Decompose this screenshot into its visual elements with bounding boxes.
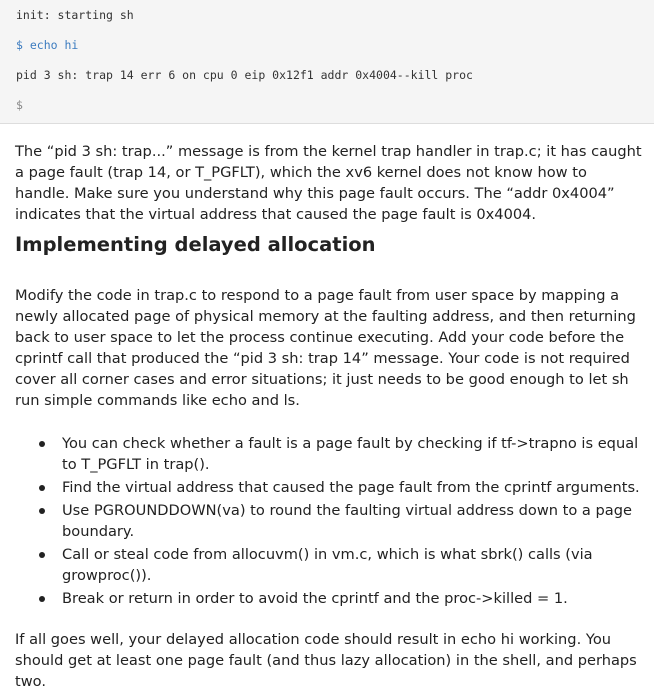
outro-paragraph: If all goes well, your delayed allocation code should result in echo hi working. You should get at least one page fault (and thus lazy allocation) in the shell, and perhaps two. — [15, 631, 637, 690]
hint-text: Use PGROUNDDOWN(va) to round the faulting virtual address down to a page boundary. — [62, 502, 632, 540]
bullet-icon — [39, 596, 45, 602]
list-item — [62, 433, 644, 475]
hint-text: Find the virtual address that caused the page fault from the cprintf arguments. — [62, 479, 640, 496]
bullet-icon — [39, 485, 45, 491]
bullet-icon — [39, 441, 45, 447]
list-item — [62, 477, 644, 498]
bullet-icon — [39, 552, 45, 558]
hints-list — [15, 433, 644, 609]
list-item — [62, 588, 644, 609]
article-body — [0, 141, 654, 692]
terminal-output-block — [0, 0, 654, 124]
terminal-line-command: $ echo hi — [16, 38, 79, 52]
list-item — [62, 544, 644, 586]
terminal-line-init: init: starting sh — [16, 8, 134, 22]
terminal-line-prompt: $ — [16, 98, 23, 112]
task-paragraph: Modify the code in trap.c to respond to a page fault from user space by mapping a newly allocated page of physical memory at the faulting address, and then returning back to user space to let the process continue executing. Add your code before the cprintf call that produced the “pid 3 sh: trap 14” message. Your code is not required cover all corner cases and error situations; it just needs to be good enough to let sh run simple commands like echo and ls. — [15, 287, 636, 409]
hint-text: Call or steal code from allocuvm() in vm.c, which is what sbrk() calls (via growproc()). — [62, 546, 593, 584]
intro-paragraph: The “pid 3 sh: trap...” message is from the kernel trap handler in trap.c; it has caught a page fault (trap 14, or T_PGFLT), which the xv6 kernel does not know how to handle. Make sure you understand why this page fault occurs. The “addr 0x4004” indicates that the virtual address that caused the page fault is 0x4004. — [15, 143, 642, 223]
bullet-icon — [39, 508, 45, 514]
hint-text: You can check whether a fault is a page fault by checking if tf->trapno is equal to T_PGFLT in trap(). — [62, 435, 639, 473]
section-heading: Implementing delayed allocation — [15, 233, 376, 256]
terminal-line-trap-message: pid 3 sh: trap 14 err 6 on cpu 0 eip 0x12f1 addr 0x4004--kill proc — [16, 68, 473, 82]
list-item — [62, 500, 644, 542]
hint-text: Break or return in order to avoid the cprintf and the proc->killed = 1. — [62, 590, 568, 607]
